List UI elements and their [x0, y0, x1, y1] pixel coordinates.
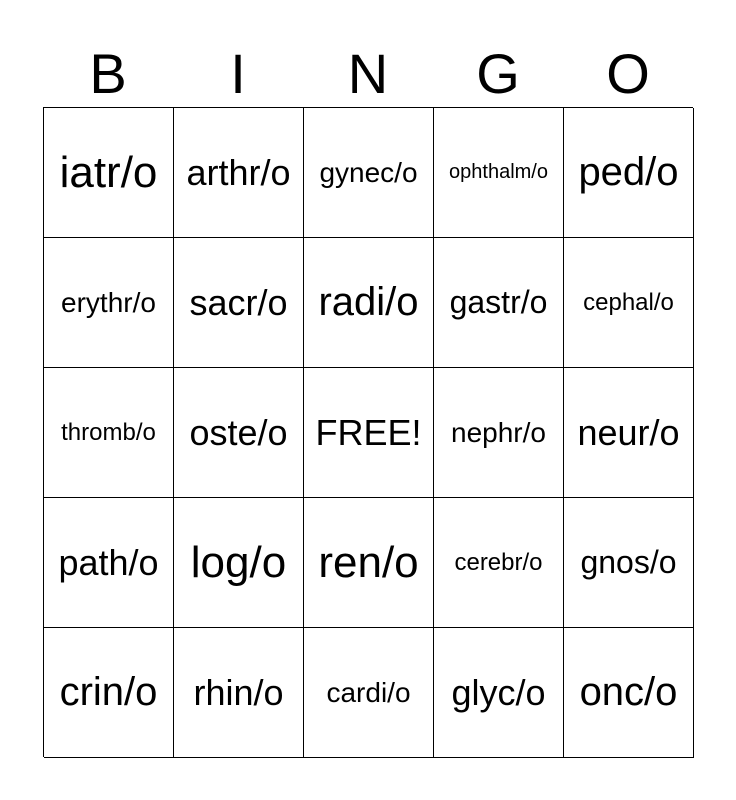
bingo-card-grid	[43, 107, 693, 757]
header-letter-n: N	[347, 42, 389, 105]
bingo-cell: path/o	[44, 498, 174, 628]
bingo-cell: glyc/o	[434, 628, 564, 758]
bingo-cell: nephr/o	[434, 368, 564, 498]
bingo-cell: neur/o	[564, 368, 694, 498]
bingo-cell: radi/o	[304, 238, 434, 368]
bingo-cell: gynec/o	[304, 108, 434, 238]
bingo-cell: sacr/o	[174, 238, 304, 368]
bingo-cell: ped/o	[564, 108, 694, 238]
bingo-cell: oste/o	[174, 368, 304, 498]
bingo-cell: cardi/o	[304, 628, 434, 758]
header-letter-g: G	[476, 42, 520, 105]
bingo-cell: log/o	[174, 498, 304, 628]
bingo-cell: arthr/o	[174, 108, 304, 238]
bingo-header	[43, 40, 693, 108]
header-letter-i: I	[230, 42, 246, 105]
bingo-cell: cephal/o	[564, 238, 694, 368]
bingo-cell: thromb/o	[44, 368, 174, 498]
bingo-cell: ophthalm/o	[434, 108, 564, 238]
bingo-cell: cerebr/o	[434, 498, 564, 628]
bingo-cell: rhin/o	[174, 628, 304, 758]
bingo-cell: crin/o	[44, 628, 174, 758]
bingo-cell: iatr/o	[44, 108, 174, 238]
bingo-cell: erythr/o	[44, 238, 174, 368]
bingo-cell: ren/o	[304, 498, 434, 628]
bingo-cell: gastr/o	[434, 238, 564, 368]
header-letter-b: B	[89, 42, 127, 105]
bingo-cell: gnos/o	[564, 498, 694, 628]
bingo-cell: onc/o	[564, 628, 694, 758]
header-letter-o: O	[606, 42, 650, 105]
free-space-cell: FREE!	[304, 368, 434, 498]
